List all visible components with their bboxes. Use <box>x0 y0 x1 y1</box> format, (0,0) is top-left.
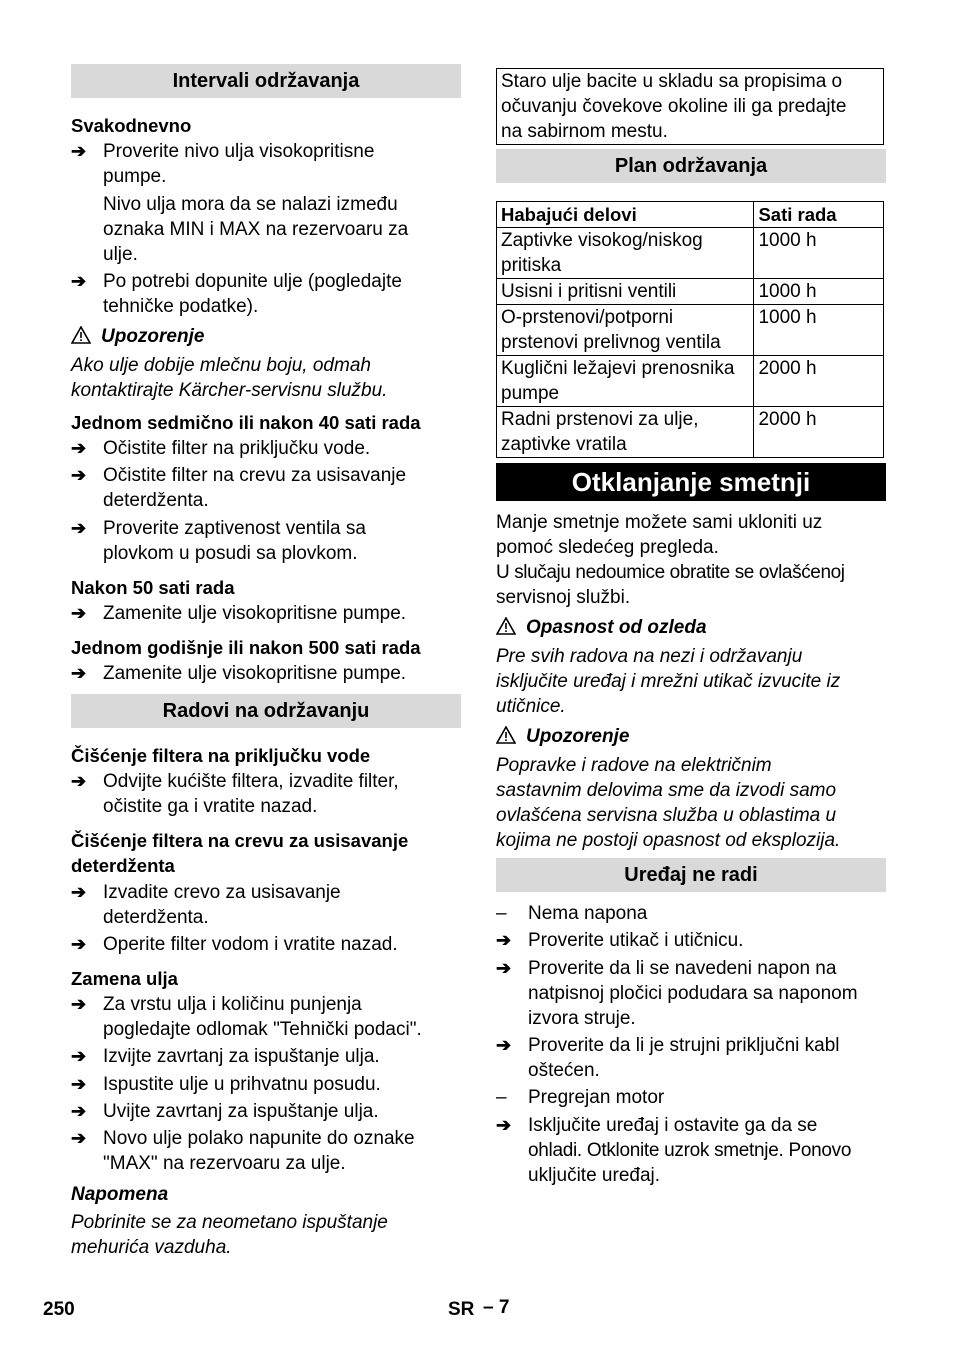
disposal-line-3: na sabirnom mestu. <box>501 121 668 142</box>
table-cell-part: Usisni i pritisni ventili <box>497 279 754 305</box>
section-header-maintenance-work: Radovi na održavanju <box>71 694 461 728</box>
note-line-1: Pobrinite se za neometano ispuštanje <box>71 1212 388 1233</box>
filter-water-line-2: očistite ga i vratite nazad. <box>103 796 318 817</box>
danger-line-2: isključite uređaj i mrežni utikač izvucite iz <box>496 671 841 692</box>
table-row <box>497 356 884 407</box>
warning2-line-3: ovlašćena servisna služba u oblastima u <box>496 805 837 826</box>
table-cell-part: Radni prstenovi za ulje, zaptivke vratila <box>497 407 754 458</box>
table-cell-hours: 1000 h <box>754 279 884 305</box>
fix-2-line-2: natpisnoj pločici podudara sa naponom <box>528 983 858 1004</box>
table-cell-hours: 2000 h <box>754 356 884 407</box>
oil-step-5-line-2: "MAX" na rezervoaru za ulje. <box>103 1153 346 1174</box>
filter-detergent-1-line-1: Izvadite crevo za usisavanje <box>103 882 341 903</box>
warning2-line-4: kojima ne postoji opasnost od eksplozija. <box>496 830 841 851</box>
section-header-device-not-working: Uređaj ne radi <box>496 858 886 892</box>
arrow-icon: ➔ <box>496 958 512 978</box>
oil-step-3: Ispustite ulje u prihvatnu posudu. <box>103 1074 381 1095</box>
disposal-line-2: očuvanju čovekove okoline ili ga predajte <box>501 96 847 117</box>
warning-triangle-icon <box>496 617 516 635</box>
arrow-icon: ➔ <box>496 1035 512 1055</box>
fix-1: Proverite utikač i utičnicu. <box>528 930 744 951</box>
disposal-notice-box <box>496 68 884 145</box>
fix-2-line-1: Proverite da li se navedeni napon na <box>528 958 837 979</box>
heading-50-hours: Nakon 50 sati rada <box>71 577 235 598</box>
page-number: 250 <box>43 1299 75 1320</box>
oil-step-4: Uvijte zavrtanj za ispuštanje ulja. <box>103 1101 379 1122</box>
table-cell-part: O-prstenovi/potporni prstenovi prelivnog ventila <box>497 305 754 356</box>
weekly-item-1: Očistite filter na priključku vode. <box>103 438 371 459</box>
arrow-icon: ➔ <box>71 518 87 538</box>
table-cell-part: Kuglični ležajevi prenosnika pumpe <box>497 356 754 407</box>
arrow-icon: ➔ <box>71 465 87 485</box>
daily-note-line-1: Nivo ulja mora da se nalazi između <box>103 194 398 215</box>
arrow-icon: ➔ <box>496 1115 512 1135</box>
table-row <box>497 279 884 305</box>
dash-bullet: – <box>496 1087 507 1108</box>
danger-line-1: Pre svih radova na nezi i održavanju <box>496 646 803 667</box>
arrow-icon: ➔ <box>71 1101 87 1121</box>
warning-text-line-2: kontaktirajte Kärcher-servisnu službu. <box>71 380 388 401</box>
intro-line-1: Manje smetnje možete sami ukloniti uz <box>496 512 823 533</box>
heading-oil-change: Zamena ulja <box>71 968 178 989</box>
filter-detergent-2: Operite filter vodom i vratite nazad. <box>103 934 398 955</box>
note-title: Napomena <box>71 1184 169 1205</box>
daily-item-1-line-2: pumpe. <box>103 166 167 187</box>
arrow-icon: ➔ <box>71 141 87 161</box>
arrow-icon: ➔ <box>71 1074 87 1094</box>
fix-4-line-1: Isključite uređaj i ostavite ga da se <box>528 1115 818 1136</box>
intro-line-2: pomoć sledećeg pregleda. <box>496 537 719 558</box>
warning-title: Upozorenje <box>101 326 205 347</box>
column-header-hours: Sati rada <box>754 202 884 228</box>
warning-heading-1 <box>71 324 204 349</box>
chapter-title-troubleshooting: Otklanjanje smetnji <box>496 463 886 501</box>
heading-yearly: Jednom godišnje ili nakon 500 sati rada <box>71 637 421 658</box>
maintenance-plan-table <box>496 201 884 458</box>
intro-line-3: U slučaju nedoumice obratite se ovlašćenoj <box>496 562 845 583</box>
fix-4-line-3: uključite uređaj. <box>528 1165 661 1186</box>
warning-heading-2 <box>496 724 629 749</box>
daily-item-2-line-1: Po potrebi dopunite ulje (pogledajte <box>103 271 402 292</box>
language-label: SR <box>448 1299 475 1320</box>
section-page: – 7 <box>483 1297 510 1318</box>
table-row <box>497 228 884 279</box>
fix-3-line-1: Proverite da li je strujni priključni kabl <box>528 1035 840 1056</box>
daily-item-2-line-2: tehničke podatke). <box>103 296 259 317</box>
arrow-icon: ➔ <box>71 1128 87 1148</box>
filter-detergent-1-line-2: deterdženta. <box>103 907 209 928</box>
table-cell-hours: 2000 h <box>754 407 884 458</box>
item-50-hours: Zamenite ulje visokopritisne pumpe. <box>103 603 407 624</box>
arrow-icon: ➔ <box>71 994 87 1014</box>
arrow-icon: ➔ <box>71 271 87 291</box>
table-row <box>497 407 884 458</box>
table-cell-hours: 1000 h <box>754 228 884 279</box>
dash-bullet: – <box>496 903 507 924</box>
weekly-item-2-line-1: Očistite filter na crevu za usisavanje <box>103 465 407 486</box>
oil-step-1-line-2: pogledajte odlomak "Tehnički podaci". <box>103 1019 422 1040</box>
note-line-2: mehurića vazduha. <box>71 1237 232 1258</box>
table-cell-part: Zaptivke visokog/niskog pritiska <box>497 228 754 279</box>
table-row <box>497 305 884 356</box>
danger-title: Opasnost od ozleda <box>526 617 707 638</box>
weekly-item-3-line-1: Proverite zaptivenost ventila sa <box>103 518 366 539</box>
item-yearly: Zamenite ulje visokopritisne pumpe. <box>103 663 407 684</box>
danger-line-3: utičnice. <box>496 696 566 717</box>
daily-note-line-3: ulje. <box>103 244 138 265</box>
fix-3-line-2: oštećen. <box>528 1060 600 1081</box>
heading-filter-detergent-line-2: deterdženta <box>71 855 175 876</box>
table-header-row <box>497 202 884 228</box>
daily-note-line-2: oznaka MIN i MAX na rezervoaru za <box>103 219 409 240</box>
column-header-parts: Habajući delovi <box>497 202 754 228</box>
arrow-icon: ➔ <box>71 771 87 791</box>
arrow-icon: ➔ <box>71 934 87 954</box>
warning-text-line-1: Ako ulje dobije mlečnu boju, odmah <box>71 355 371 376</box>
filter-water-line-1: Odvijte kućište filtera, izvadite filter, <box>103 771 399 792</box>
warning-title-2: Upozorenje <box>526 726 630 747</box>
cause-2: Pregrejan motor <box>528 1087 665 1108</box>
fix-4-line-2: ohladi. Otklonite uzrok smetnje. Ponovo <box>528 1140 852 1161</box>
heading-filter-detergent-line-1: Čišćenje filtera na crevu za usisavanje <box>71 830 409 851</box>
warning-triangle-icon <box>496 726 516 744</box>
daily-item-1-line-1: Proverite nivo ulja visokopritisne <box>103 141 375 162</box>
weekly-item-3-line-2: plovkom u posudi sa plovkom. <box>103 543 358 564</box>
intro-line-4: servisnoj službi. <box>496 587 631 608</box>
danger-heading <box>496 615 707 640</box>
arrow-icon: ➔ <box>71 882 87 902</box>
warning2-line-2: sastavnim delovima sme da izvodi samo <box>496 780 837 801</box>
arrow-icon: ➔ <box>71 663 87 683</box>
arrow-icon: ➔ <box>71 603 87 623</box>
oil-step-2: Izvijte zavrtanj za ispuštanje ulja. <box>103 1046 380 1067</box>
fix-2-line-3: izvora struje. <box>528 1008 636 1029</box>
cause-1: Nema napona <box>528 903 648 924</box>
arrow-icon: ➔ <box>71 438 87 458</box>
warning-triangle-icon <box>71 326 91 344</box>
section-header-intervals: Intervali održavanja <box>71 64 461 98</box>
table-cell-hours: 1000 h <box>754 305 884 356</box>
warning2-line-1: Popravke i radove na električnim <box>496 755 772 776</box>
heading-weekly: Jednom sedmično ili nakon 40 sati rada <box>71 412 421 433</box>
heading-filter-water: Čišćenje filtera na priključku vode <box>71 745 371 766</box>
section-header-plan: Plan održavanja <box>496 149 886 183</box>
arrow-icon: ➔ <box>496 930 512 950</box>
disposal-line-1: Staro ulje bacite u skladu sa propisima o <box>501 71 843 92</box>
arrow-icon: ➔ <box>71 1046 87 1066</box>
heading-daily: Svakodnevno <box>71 115 192 136</box>
weekly-item-2-line-2: deterdženta. <box>103 490 209 511</box>
oil-step-1-line-1: Za vrstu ulja i količinu punjenja <box>103 994 362 1015</box>
oil-step-5-line-1: Novo ulje polako napunite do oznake <box>103 1128 415 1149</box>
